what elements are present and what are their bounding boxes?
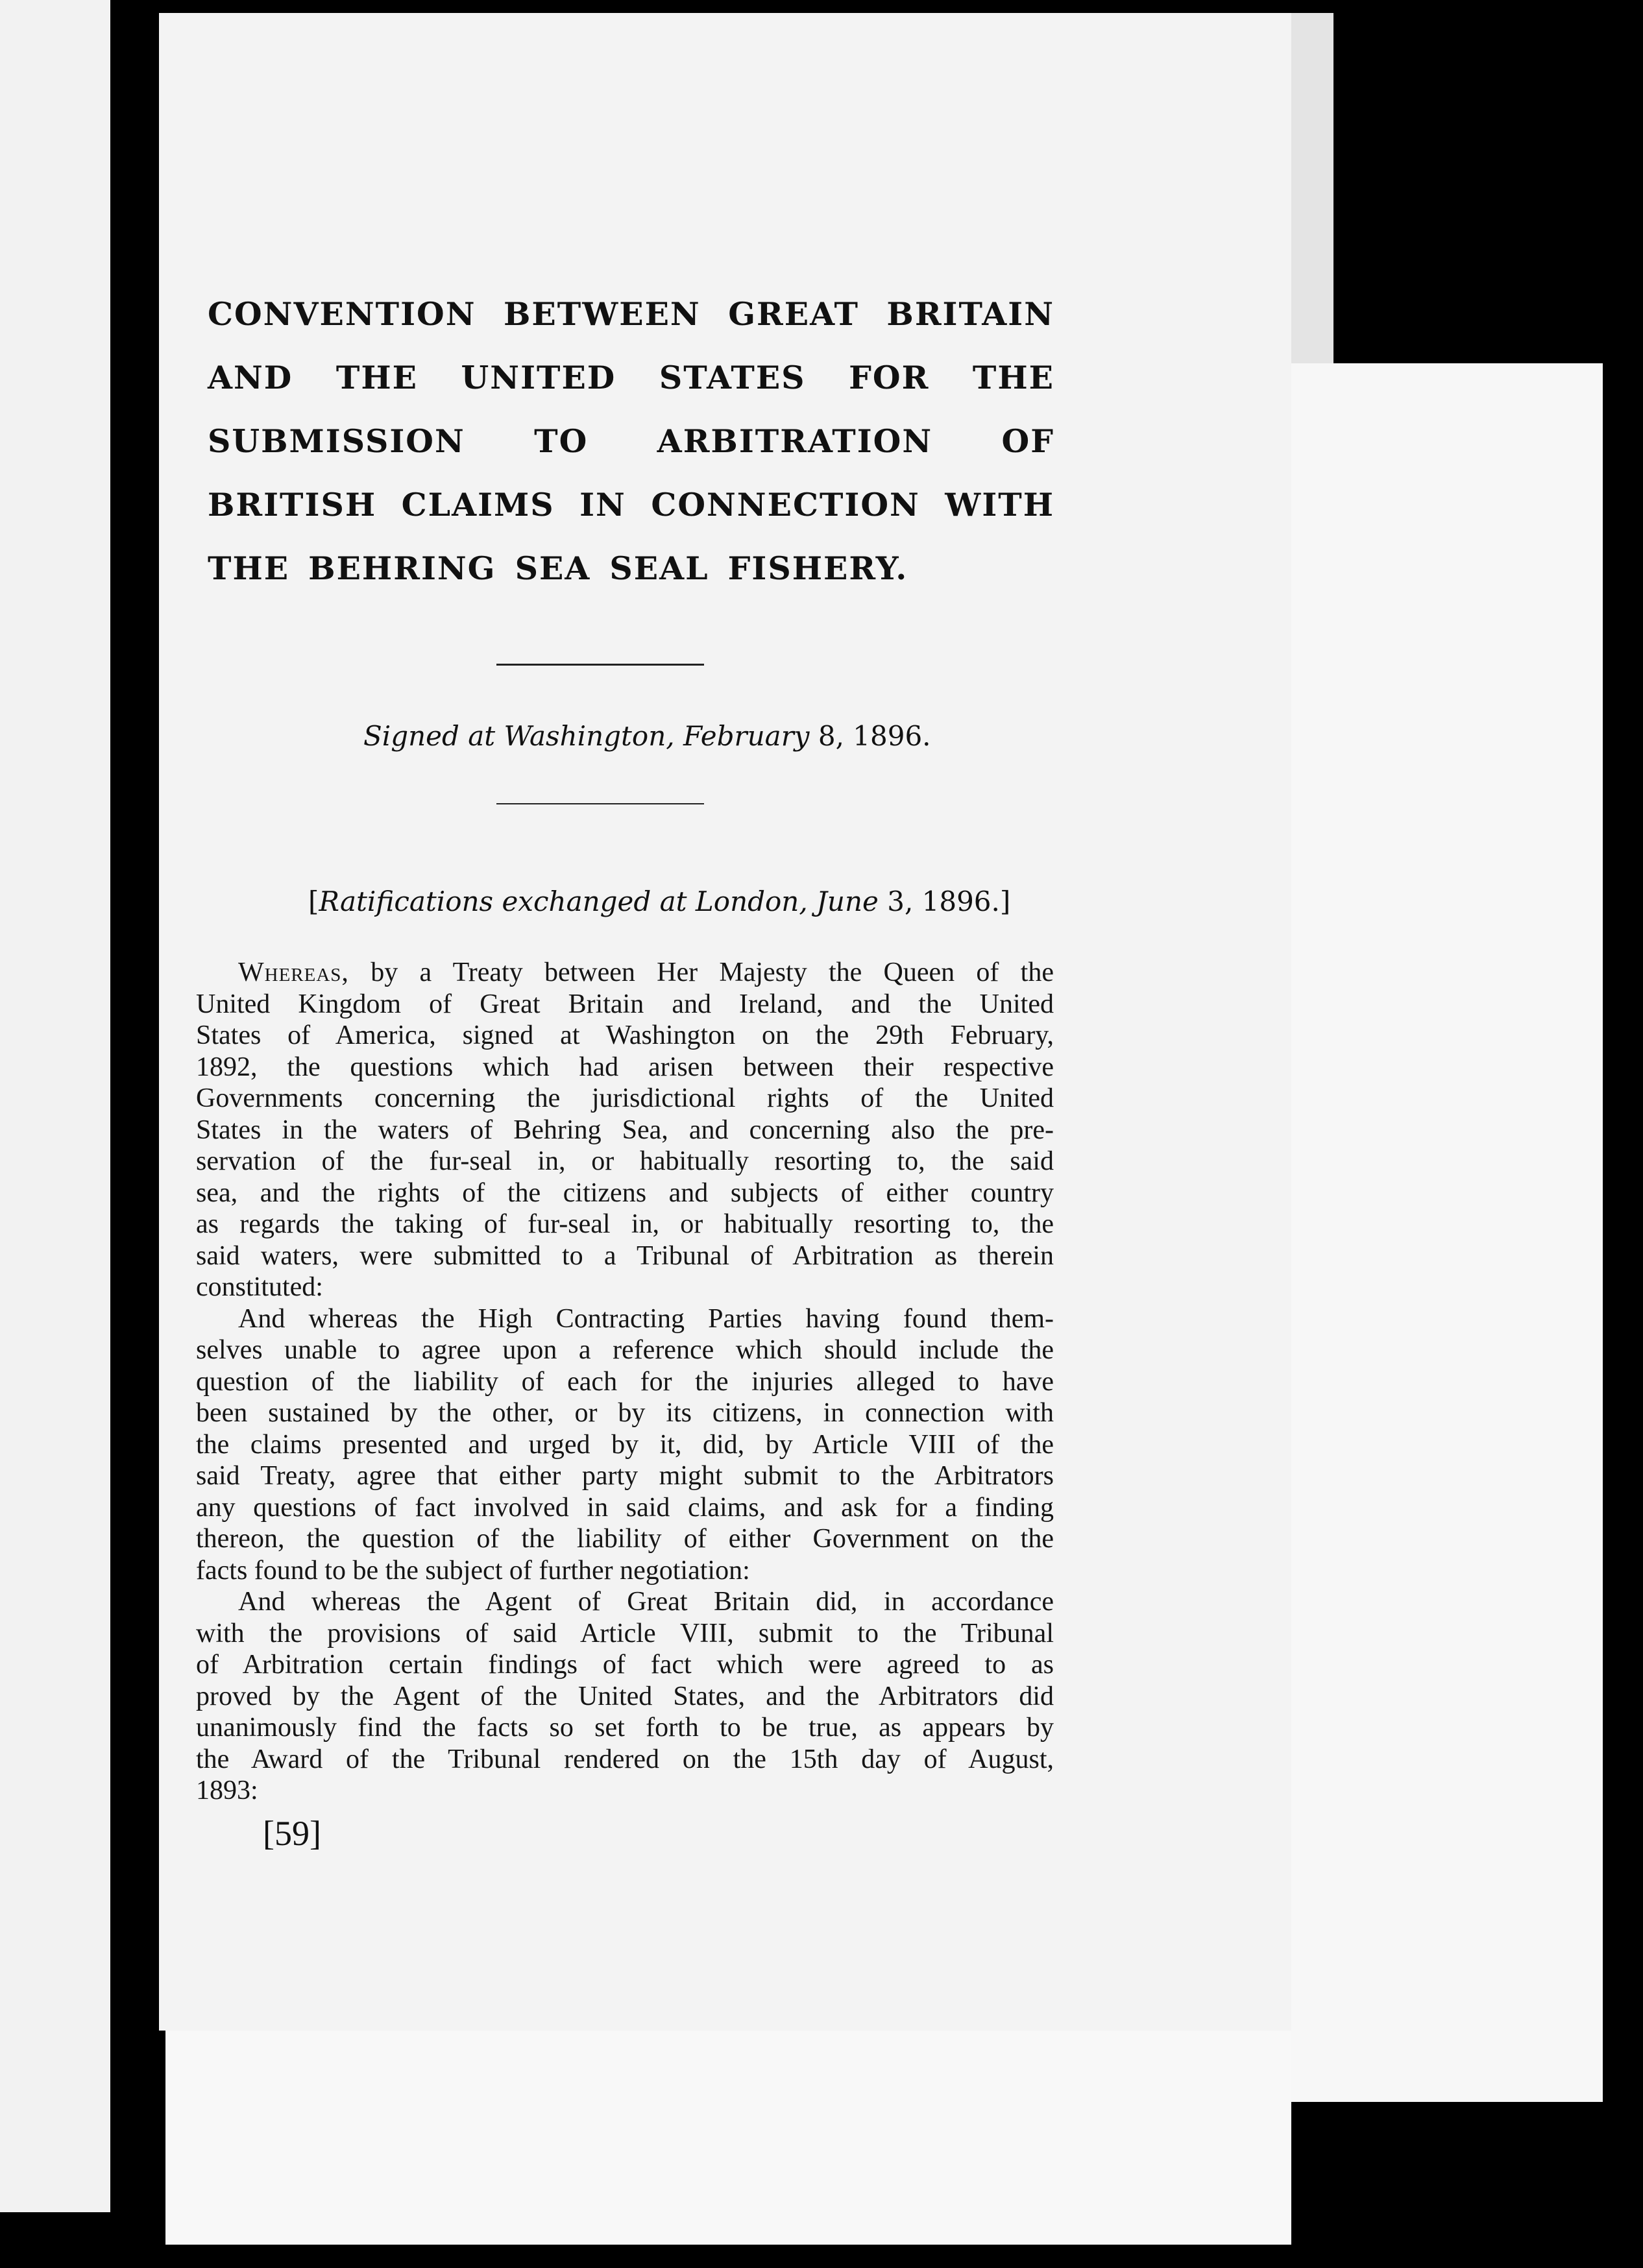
- back-sheet-edge: [1288, 13, 1333, 367]
- body-line: said Treaty, agree that either party might submit to the Arbitrators: [196, 1461, 1054, 1491]
- body-text: [196, 957, 1054, 1807]
- body-line-text: by a Treaty between Her Majesty the Queen of the: [371, 958, 1054, 987]
- body-line: And whereas the High Contracting Parties having found them-: [238, 1303, 1054, 1334]
- title-line: AND THE UNITED STATES FOR THE: [208, 359, 1054, 396]
- ratifications-line: [308, 886, 1011, 917]
- signed-place: Signed at Washington, February: [363, 720, 810, 752]
- body-line: proved by the Agent of the United States, and the Arbitrators did: [196, 1681, 1054, 1711]
- title-line: BRITISH CLAIMS IN CONNECTION WITH: [208, 486, 1054, 524]
- document-page: [159, 13, 1291, 2031]
- body-line: facts found to be the subject of further negotiation:: [196, 1555, 750, 1586]
- body-line: thereon, the question of the liability of either Government on the: [196, 1524, 1054, 1554]
- divider-rule: [496, 803, 704, 804]
- adjacent-page-edge: [0, 0, 110, 2212]
- body-line: of Arbitration certain findings of fact which were agreed to as: [196, 1650, 1054, 1680]
- body-line: been sustained by the other, or by its citizens, in connection with: [196, 1398, 1054, 1428]
- body-line: unanimously find the facts so set forth to be true, as appears by: [196, 1713, 1054, 1743]
- signature-mark: [59]: [263, 1814, 321, 1853]
- body-line: the claims presented and urged by it, did, by Article VIII of the: [196, 1429, 1054, 1460]
- body-line: selves unable to agree upon a reference which should include the: [196, 1335, 1054, 1365]
- body-line: United Kingdom of Great Britain and Ireland, and the United: [196, 989, 1054, 1019]
- body-line: the Award of the Tribunal rendered on the 15th day of August,: [196, 1744, 1054, 1774]
- body-line: question of the liability of each for the injuries alleged to have: [196, 1366, 1054, 1397]
- body-line: sea, and the rights of the citizens and subjects of either country: [196, 1177, 1054, 1208]
- body-line: States of America, signed at Washington on the 29th February,: [196, 1020, 1054, 1050]
- body-line: with the provisions of said Article VIII, submit to the Tribunal: [196, 1618, 1054, 1648]
- whereas-word: Whereas,: [238, 958, 349, 987]
- signed-date: 8, 1896.: [818, 720, 931, 752]
- body-line: constituted:: [196, 1272, 323, 1302]
- body-line: 1893:: [196, 1776, 258, 1805]
- facing-page: [1291, 363, 1603, 2102]
- title-line: SUBMISSION TO ARBITRATION OF: [208, 422, 1054, 460]
- body-line: any questions of fact involved in said claims, and ask for a finding: [196, 1492, 1054, 1523]
- body-line: States in the waters of Behring Sea, and concerning also the pre-: [196, 1115, 1054, 1145]
- ratifications-place: Ratifications exchanged at London, June: [319, 886, 879, 917]
- body-line: as regards the taking of fur-seal in, or habitually resorting to, the: [196, 1209, 1054, 1239]
- body-line: 1892, the questions which had arisen between their respective: [196, 1052, 1054, 1082]
- signed-line: [363, 720, 931, 752]
- title-line: THE BEHRING SEA SEAL FISHERY.: [208, 549, 908, 587]
- divider-rule: [496, 664, 704, 666]
- title-line: CONVENTION BETWEEN GREAT BRITAIN: [208, 295, 1054, 333]
- body-line: And whereas the Agent of Great Britain did, in accordance: [238, 1587, 1054, 1617]
- ratifications-date: 3, 1896.]: [887, 886, 1011, 917]
- body-line: [196, 957, 1054, 989]
- bracket-open: [: [308, 886, 319, 917]
- document-title: [208, 282, 1054, 600]
- body-line: servation of the fur-seal in, or habitually resorting to, the said: [196, 1146, 1054, 1176]
- body-line: said waters, were submitted to a Tribunal of Arbitration as therein: [196, 1240, 1054, 1271]
- body-line: Governments concerning the jurisdictional rights of the United: [196, 1083, 1054, 1113]
